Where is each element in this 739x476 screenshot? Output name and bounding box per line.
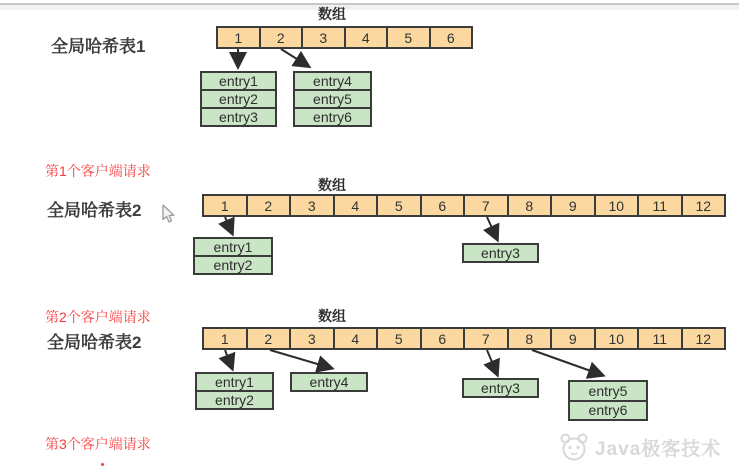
panda-logo-icon — [559, 431, 589, 463]
bucket-entry: entry1 — [202, 73, 275, 91]
section-title-hash-table-2: 全局哈希表2 — [47, 333, 142, 352]
array-cell: 6 — [422, 329, 466, 348]
arrow-cell7-to-entry3 — [487, 350, 497, 374]
array-cell: 10 — [596, 196, 640, 215]
bucket-7-entries — [462, 243, 539, 263]
arrow-cell1-to-entry1 — [225, 217, 232, 233]
array-label: 数组 — [318, 177, 346, 193]
bucket-entry: entry6 — [588, 402, 628, 419]
array-cell: 12 — [695, 330, 712, 347]
array-cell: 3 — [303, 28, 346, 47]
watermark-text: Java极客技术 — [595, 438, 722, 460]
bucket-entry: entry4 — [309, 374, 349, 390]
bucket-entry: entry1 — [197, 374, 272, 392]
bucket-1-entries — [193, 237, 273, 275]
bucket-entry: entry5 — [570, 382, 646, 402]
array-cell: 1 — [204, 329, 248, 348]
bucket-7-entries — [462, 378, 539, 398]
bucket-entry: entry6 — [313, 109, 352, 125]
watermark — [559, 430, 721, 464]
array-cell: 2 — [261, 28, 304, 47]
bucket-entry: entry2 — [213, 257, 253, 273]
array-cell: 9 — [552, 196, 596, 215]
array-cell: 1 — [204, 196, 248, 215]
arrow-cell2-to-entry4 — [281, 49, 308, 66]
array-label: 数组 — [318, 6, 346, 22]
array-cell: 2 — [248, 196, 292, 215]
array-cell: 4 — [335, 329, 379, 348]
array-label: 数组 — [318, 308, 346, 324]
bucket-entry: entry1 — [195, 239, 271, 257]
array-cell: 3 — [291, 196, 335, 215]
bucket-entry: entry3 — [219, 109, 258, 125]
arrow-cell1-to-entry1 — [225, 350, 232, 368]
client-request-label-2: 第2个客户端请求 — [45, 309, 151, 325]
bucket-entry: entry3 — [481, 380, 520, 396]
section-title-hash-table-2: 全局哈希表2 — [47, 201, 142, 220]
clipped-red-text-fragment — [101, 463, 104, 466]
array-cell: 5 — [378, 329, 422, 348]
array-cell: 10 — [596, 329, 640, 348]
array-cell: 6 — [446, 29, 455, 46]
array-cell: 8 — [509, 329, 553, 348]
array-cell: 3 — [291, 329, 335, 348]
bucket-entry: entry2 — [202, 91, 275, 109]
section-title-hash-table-1: 全局哈希表1 — [51, 37, 146, 56]
client-request-label-1: 第1个客户端请求 — [45, 163, 151, 179]
array-cell: 9 — [552, 329, 596, 348]
array-cell: 6 — [422, 196, 466, 215]
arrow-cell2-to-entry4 — [270, 350, 331, 368]
hash-array-2 — [202, 194, 726, 217]
array-cell: 11 — [639, 196, 683, 215]
array-cell: 7 — [465, 329, 509, 348]
bucket-entry: entry5 — [295, 91, 370, 109]
bucket-2-entries — [293, 71, 372, 127]
mouse-pointer-icon — [163, 205, 174, 222]
array-cell: 2 — [248, 329, 292, 348]
array-cell: 1 — [218, 28, 261, 47]
array-cell: 8 — [509, 196, 553, 215]
hash-array-1 — [216, 26, 473, 49]
array-cell: 4 — [335, 196, 379, 215]
arrow-cell7-to-entry3 — [487, 217, 497, 239]
array-cell: 4 — [346, 28, 389, 47]
bucket-entry: entry2 — [215, 392, 254, 408]
client-request-label-3: 第3个客户端请求 — [45, 436, 151, 452]
bucket-entry: entry4 — [295, 73, 370, 91]
bucket-8-entries — [568, 380, 648, 421]
bucket-entry: entry3 — [481, 245, 520, 261]
arrow-cell8-to-entry5 — [532, 350, 602, 375]
bucket-2-entries — [290, 372, 368, 392]
bucket-1-entries — [200, 71, 277, 127]
toolbar-strip — [0, 5, 739, 10]
hash-array-3 — [202, 327, 726, 350]
array-cell: 5 — [388, 28, 431, 47]
array-cell: 11 — [639, 329, 683, 348]
array-cell: 7 — [465, 196, 509, 215]
bucket-1-entries — [195, 372, 274, 410]
array-cell: 12 — [695, 197, 712, 214]
array-cell: 5 — [378, 196, 422, 215]
